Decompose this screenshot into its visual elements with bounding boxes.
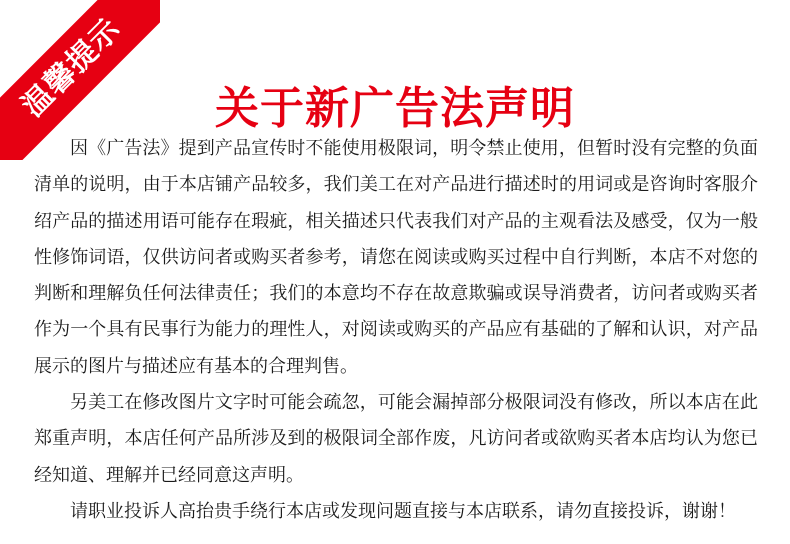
paragraph-revision-note: 另美工在修改图片文字时可能会疏忽，可能会漏掉部分极限词没有修改，所以本店在此郑重声明，本店任何产品所涉及到的极限词全部作废，凡访问者或欲购买者本店均认为您已经知道、理解并已经同意这声明。 <box>34 392 758 486</box>
ribbon-label: 温馨提示 <box>0 0 160 160</box>
paragraph-contact-request: 请职业投诉人高抬贵手绕行本店或发现问题直接与本店联系，请勿直接投诉，谢谢！ <box>70 500 736 522</box>
notice-body <box>34 131 758 530</box>
paragraph-disclaimer: 因《广告法》提到产品宣传时不能使用极限词，明令禁止使用，但暂时没有完整的负面清单的说明，由于本店铺产品较多，我们美工在对产品进行描述时的用词或是咨询时客服介绍产品的描述用语可能存在瑕疵，相关描述只代表我们对产品的主观看法及感受，仅为一般性修饰词语，仅供访问者或购买者参考，请您在阅读或购买过程中自行判断，本店不对您的判断和理解负任何法律责任；我们的本意均不存在故意欺骗或误导消费者，访问者或购买者作为一个具有民事行为能力的理性人，对阅读或购买的产品应有基础的了解和认识，对产品展示的图片与描述应有基本的合理判售。 <box>34 138 758 377</box>
page-title: 关于新广告法声明 <box>215 83 575 135</box>
